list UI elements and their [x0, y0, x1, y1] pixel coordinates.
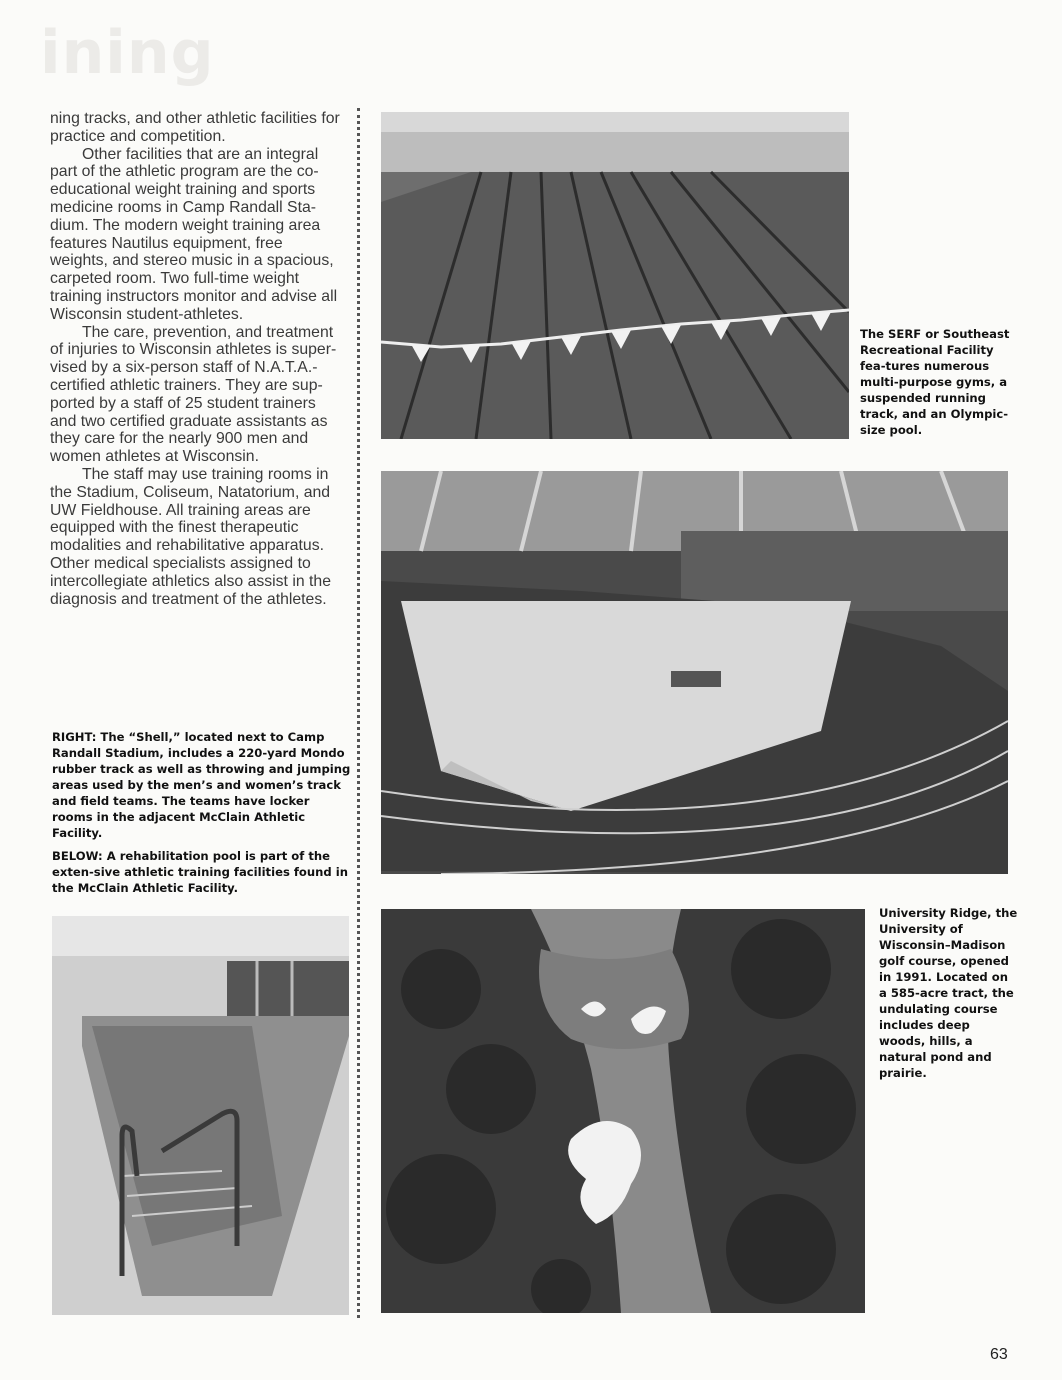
photo-rehab-pool: [52, 916, 349, 1315]
body-paragraph: ning tracks, and other athletic facilities for practice and competition.: [50, 110, 340, 145]
photo-indoor-track: [381, 471, 1008, 874]
caption-right: RIGHT: The “Shell,” located next to Camp Randall Stadium, includes a 220-yard Mondo rubber track as well as throwing and jumping areas used by the men’s and women’s track and field teams. The teams have locker rooms in the adjacent McClain Athletic Facility.: [52, 730, 351, 840]
body-paragraph: The care, prevention, and treatment of injuries to Wisconsin athletes is super-vised by a six-person staff of N.A.T.A.-certified athletic trainers. They are sup-ported by a staff of 25 student trainers and two certified graduate assistants as they care for the nearly 900 men and women athletes at Wisconsin.: [50, 323, 337, 466]
body-paragraph: Other facilities that are an integral part of the athletic program are the co-educational weight training and sports medicine rooms in Camp Randall Sta-dium. The modern weight training area features Nautilus equipment, free weights, and stereo music in a spacious, carpeted room. Two full-time weight training instructors monitor and advise all Wisconsin student-athletes.: [50, 145, 338, 323]
body-text-column: [50, 110, 345, 608]
section-heading-fragment: ining: [40, 18, 215, 88]
dotted-column-divider: [357, 108, 360, 1318]
caption-below: BELOW: A rehabilitation pool is part of the exten-sive athletic training facilities found in the McClain Athletic Facility.: [52, 849, 348, 895]
photo-golf-course: [381, 909, 865, 1313]
photo-olympic-pool: [381, 112, 849, 439]
caption-university-ridge: University Ridge, the University of Wisconsin–Madison golf course, opened in 1991. Located on a 585-acre tract, the undulating course includes deep woods, hills, a natural pond and prairie.: [879, 906, 1018, 1080]
page-number: 63: [990, 1346, 1008, 1363]
caption-serf: The SERF or Southeast Recreational Facility fea-tures numerous multi-purpose gyms, a suspended running track, and an Olympic-size pool.: [860, 327, 1010, 437]
body-paragraph: The staff may use training rooms in the Stadium, Coliseum, Natatorium, and UW Fieldhouse. All training areas are equipped with the finest therapeutic modalities and rehabilitative apparatus. Other medical specialists assigned to intercollegiate athletics also assist in the diagnosis and treatment of the athletes.: [50, 465, 331, 608]
